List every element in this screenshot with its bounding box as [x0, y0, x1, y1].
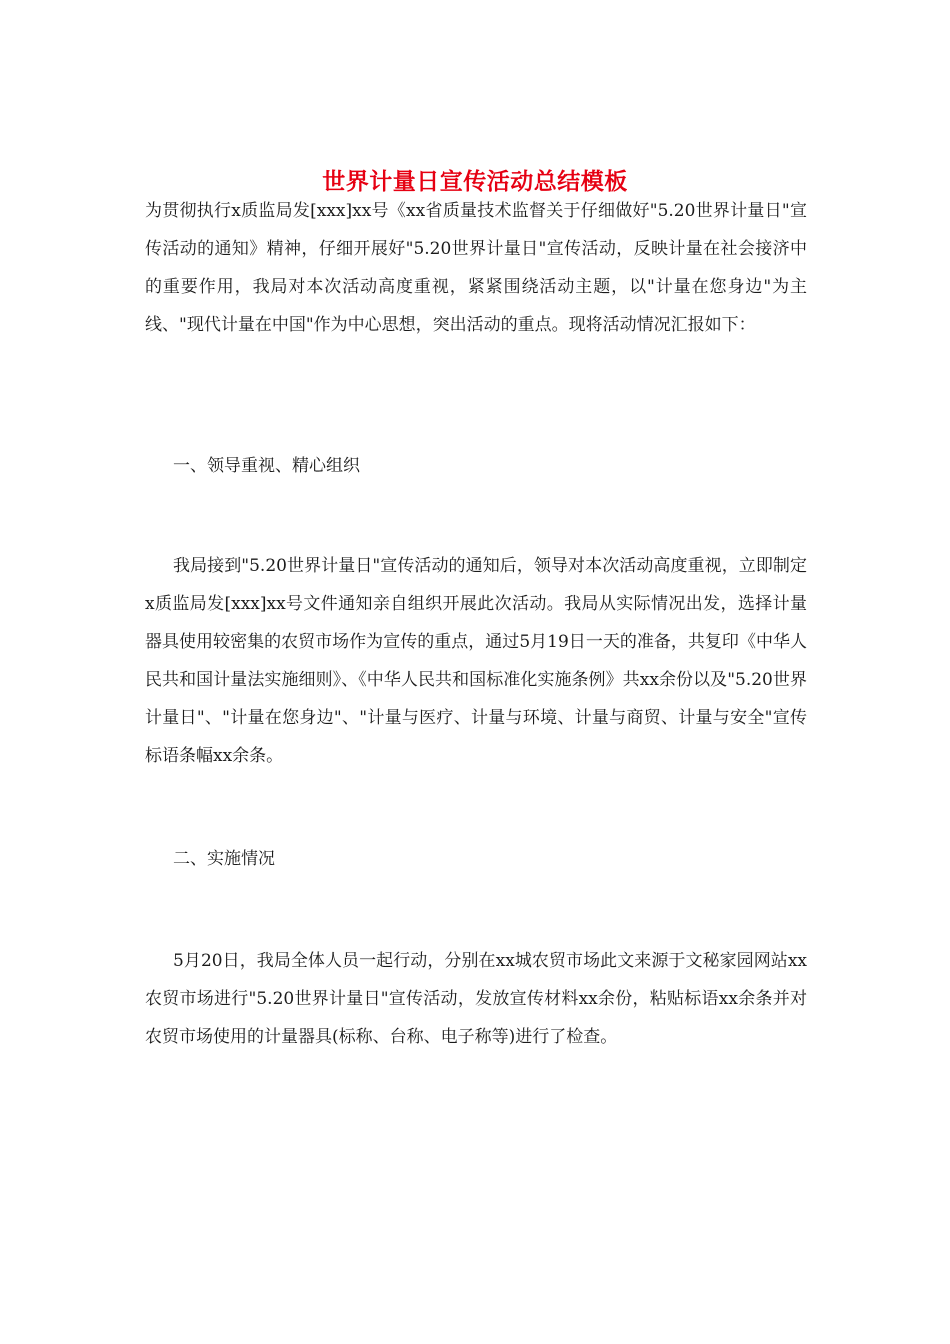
- section-heading-2: 二、实施情况: [173, 849, 275, 869]
- section-heading-1: 一、领导重视、精心组织: [173, 456, 360, 476]
- section-paragraph-2: 5月20日，我局全体人员一起行动，分别在xx城农贸市场此文来源于文秘家园网站xx农贸市场进行"5.20世界计量日"宣传活动，发放宣传材料xx余份，粘贴标语xx余条并对农贸市场使用的计量器具(标称、台称、电子称等)进行了检查。: [145, 951, 807, 1047]
- section-paragraph-1: 我局接到"5.20世界计量日"宣传活动的通知后，领导对本次活动高度重视，立即制定x质监局发[xxx]xx号文件通知亲自组织开展此次活动。我局从实际情况出发，选择计量器具使用较密集的农贸市场作为宣传的重点，通过5月19日一天的准备，共复印《中华人民共和国计量法实施细则》、《中华人民共和国标准化实施条例》共xx余份以及"5.20世界计量日"、"计量在您身边"、"计量与医疗、计量与环境、计量与商贸、计量与安全"宣传标语条幅xx余条。: [145, 556, 807, 766]
- document-title: 世界计量日宣传活动总结模板: [322, 169, 628, 196]
- intro-paragraph: 为贯彻执行x质监局发[xxx]xx号《xx省质量技术监督关于仔细做好"5.20世界计量日"宣传活动的通知》精神，仔细开展好"5.20世界计量日"宣传活动，反映计量在社会接济中的重要作用，我局对本次活动高度重视，紧紧围绕活动主题，以"计量在您身边"为主线、"现代计量在中国"作为中心思想，突出活动的重点。现将活动情况汇报如下：: [145, 201, 807, 335]
